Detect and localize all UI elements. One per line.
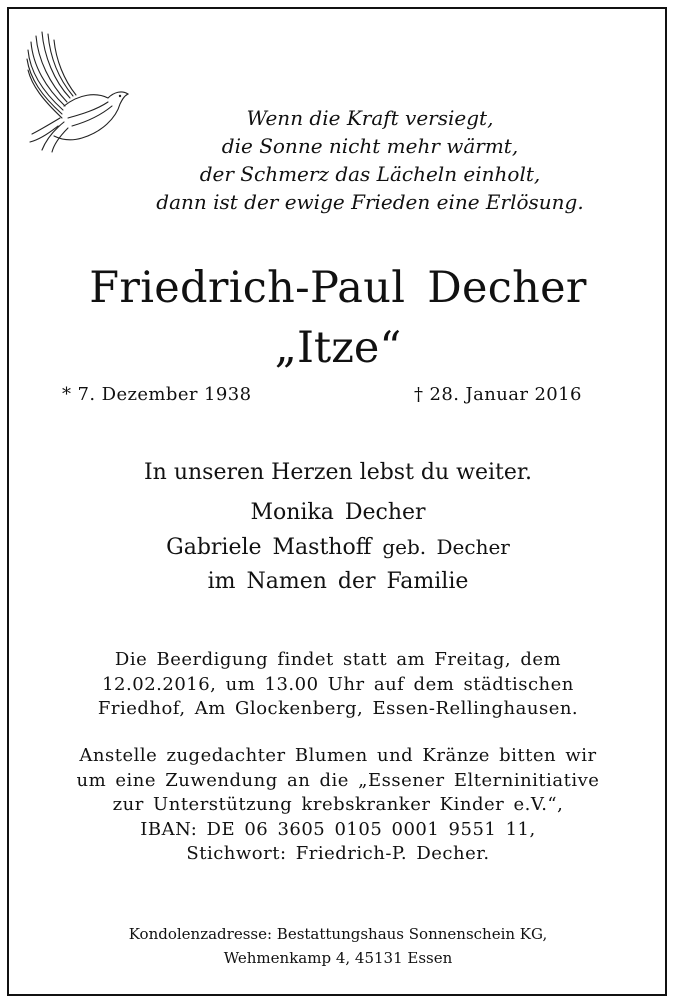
deceased-name: Friedrich-Paul Decher xyxy=(89,263,587,313)
donation-line: Stichwort: Friedrich-P. Decher. xyxy=(186,843,490,864)
contact-line: Wehmenkamp 4, 45131 Essen xyxy=(223,949,453,967)
funeral-info xyxy=(0,648,676,722)
poem-line: dann ist der ewige Frieden eine Erlösung. xyxy=(156,190,584,214)
mourner-name: Gabriele Masthoff geb. Decher xyxy=(166,535,510,560)
mourner-name: Monika Decher xyxy=(250,500,426,525)
funeral-line: 12.02.2016, um 13.00 Uhr auf dem städtischen xyxy=(102,673,574,695)
motto: In unseren Herzen lebst du weiter. xyxy=(143,460,533,485)
mourners-list xyxy=(0,496,676,599)
maiden-name: geb. Decher xyxy=(382,535,510,559)
poem-line: Wenn die Kraft versiegt, xyxy=(246,106,494,130)
poem-line: der Schmerz das Lächeln einholt, xyxy=(199,162,541,186)
death-date: † 28. Januar 2016 xyxy=(414,384,582,405)
donation-line: IBAN: DE 06 3605 0105 0001 9551 11, xyxy=(140,818,536,840)
poem xyxy=(80,104,660,216)
donation-line: zur Unterstützung krebskranker Kinder e.V.“, xyxy=(112,794,564,815)
donation-info xyxy=(0,744,676,867)
donation-line: Anstelle zugedachter Blumen und Kränze bitten wir xyxy=(79,745,597,766)
birth-date: * 7. Dezember 1938 xyxy=(62,384,252,405)
contact-line: Kondolenzadresse: Bestattungshaus Sonnenschein KG, xyxy=(128,925,548,943)
deceased-nickname: „Itze“ xyxy=(274,323,402,373)
poem-line: die Sonne nicht mehr wärmt, xyxy=(221,134,519,158)
funeral-line: Friedhof, Am Glockenberg, Essen-Rellinghausen. xyxy=(97,698,579,719)
funeral-line: Die Beerdigung findet statt am Freitag, dem xyxy=(114,649,562,670)
donation-line: um eine Zuwendung an die „Essener Elterninitiative xyxy=(76,769,600,791)
condolence-address xyxy=(0,922,676,970)
mourners-closing: im Namen der Familie xyxy=(207,569,469,594)
